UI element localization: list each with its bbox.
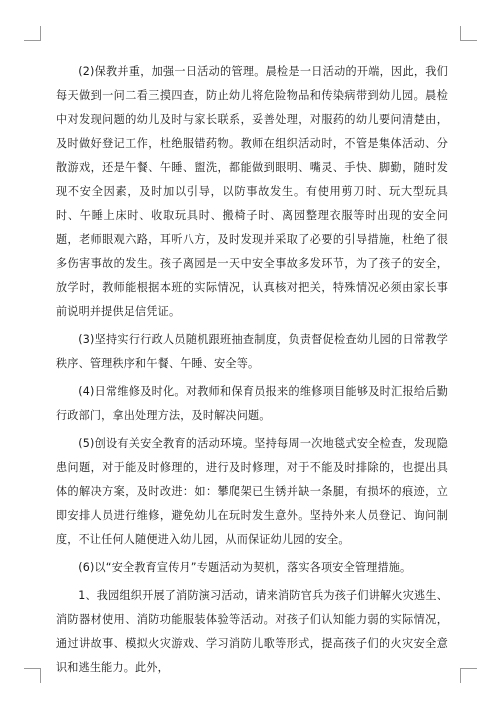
paragraph-spot-check: (3)坚持实行行政人员随机跟班抽查制度，负责督促检查幼儿园的日常教学秩序、管理秩序和午餐、午睡、安全等。 — [56, 333, 448, 370]
crop-mark-top-right — [460, 26, 477, 41]
document-body — [56, 60, 448, 684]
crop-mark-bottom-right — [460, 668, 477, 683]
crop-mark-top-left — [24, 26, 41, 41]
paragraph-daily-management: (2)保教并重，加强一日活动的管理。晨检是一日活动的开端，因此，我们每天做到一问二看三摸四查，防止幼儿将危险物品和传染病带到幼儿园。晨检中对发现问题的幼儿及时与家长联系，妥善处理，对服药的幼儿要问清楚由，及时做好登记工作，杜绝服错药物。教师在组织活动时，不管是集体活动、分散游戏，还是午餐、午睡、盥洗，都能做到眼明、嘴灵、手快、脚勤，随时发现不安全因素，及时加以引导，以防事故发生。有使用剪刀时、玩大型玩具时、午睡上床时、收取玩具时、搬椅子时、离园整理衣服等时出现的安全问题，老师眼观六路，耳听八方，及时发现并采取了必要的引导措施，杜绝了很多伤害事故的发生。孩子离园是一天中安全事故多发环节，为了孩子的安全，放学时，教师能根据本班的实际情况，认真核对把关，特殊情况必须由家长事前说明并提供足信凭证。 — [56, 65, 448, 318]
paragraph-safety-environment: (5)创设有关安全教育的活动环境。坚持每周一次地毯式安全检查，发现隐患问题，对于能及时修理的，进行及时修理，对于不能及时排除的，也提出具体的解决方案，及时改进：如：攀爬架已生锈并缺一条腿，有损坏的痕迹，立即安排人员进行维修，避免幼儿在玩时发生意外。坚持外来人员登记、询问制度，不让任何人随便进入幼儿园，从而保证幼儿园的安全。 — [56, 437, 448, 546]
paragraph-maintenance: (4)日常维修及时化。对教师和保育员报来的维修项目能够及时汇报给后勤行政部门，拿出处理方法，及时解决问题。 — [56, 385, 448, 422]
paragraph-safety-month: (6)以“安全教育宣传月”专题活动为契机，落实各项安全管理措施。 — [78, 561, 412, 574]
paragraph-fire-drill: 1、我园组织开展了消防演习活动，请来消防官兵为孩子们讲解火灾逃生、消防器材使用、消防功能服装体验等活动。对孩子们认知能力弱的实际情况，通过讲故事、模拟火灾游戏、学习消防儿歌等形式，提高孩子们的火灾安全意识和逃生能力。此外， — [56, 589, 448, 674]
crop-mark-bottom-left — [24, 668, 41, 683]
